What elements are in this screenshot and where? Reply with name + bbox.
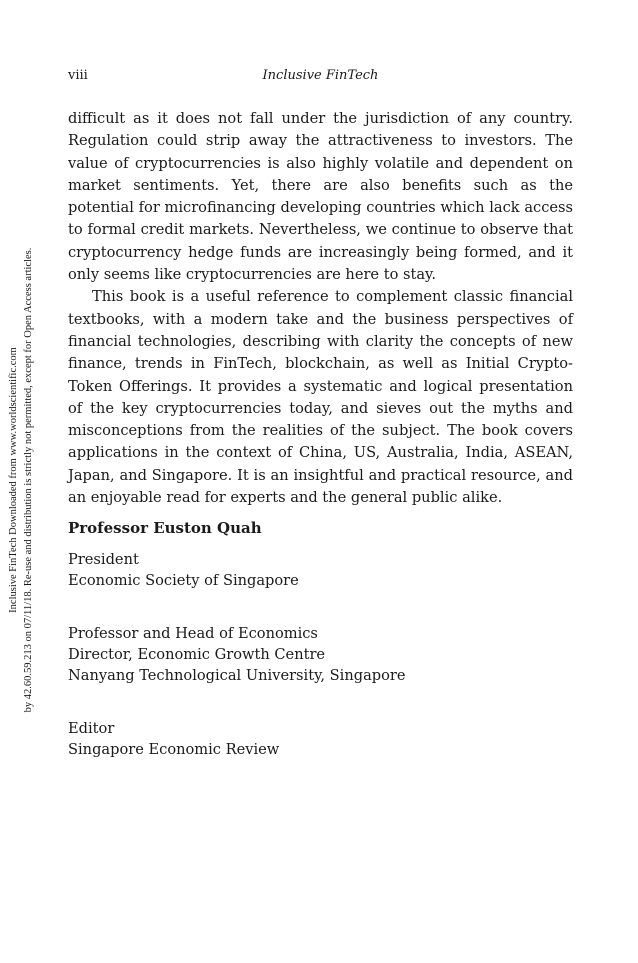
download-notice-line-1: Inclusive FinTech Downloaded from www.worldscientific.com (8, 347, 19, 613)
running-head (68, 68, 573, 86)
running-title: Inclusive FinTech (262, 68, 379, 83)
body-text (68, 108, 573, 509)
affiliation-block (68, 718, 573, 760)
affiliation-line: President (68, 551, 139, 568)
affiliation-block (68, 623, 573, 686)
affiliation-line: Editor (68, 720, 115, 737)
affiliation-line: Economic Society of Singapore (68, 572, 299, 589)
paragraph: difficult as it does not fall under the jurisdiction of any country. Regulation could strip away the attractiveness to investors. The value of cryptocurrencies is also highly volatile and dependent on market sentiments. Yet, there are also benefits such as the potential for microfinancing developing countries which lack access to formal credit markets. Nevertheless, we continue to observe that cryptocurrency hedge funds are increasingly being formed, and it only seems like cryptocurrencies are here to stay. (68, 110, 573, 284)
affiliation-line: Director, Economic Growth Centre (68, 646, 326, 663)
affiliation-line: Nanyang Technological University, Singapore (68, 667, 406, 684)
affiliation-line: Singapore Economic Review (68, 741, 280, 758)
signature-block (68, 518, 573, 760)
author-name: Professor Euston Quah (68, 519, 262, 537)
affiliation-block (68, 549, 573, 591)
affiliation-line: Professor and Head of Economics (68, 625, 318, 642)
page-number: viii (68, 68, 88, 83)
download-notice-line-2: by 42.60.59.213 on 07/11/18. Re-use and distribution is strictly not permitted, except for Open Access articles. (23, 247, 34, 713)
download-notice-text (6, 200, 36, 760)
paragraph: This book is a useful reference to complement classic financial textbooks, with a modern take and the business perspectives of financial technologies, describing with clarity the concepts of new finance, trends in FinTech, blockchain, as well as Initial Crypto-Token Offerings. It provides a systematic and logical presentation of the key cryptocurrencies today, and sieves out the myths and misconceptions from the realities of the subject. The book covers applications in the context of China, US, Australia, India, ASEAN, Japan, and Singapore. It is an insightful and practical resource, and an enjoyable read for experts and the general public alike. (68, 288, 573, 507)
